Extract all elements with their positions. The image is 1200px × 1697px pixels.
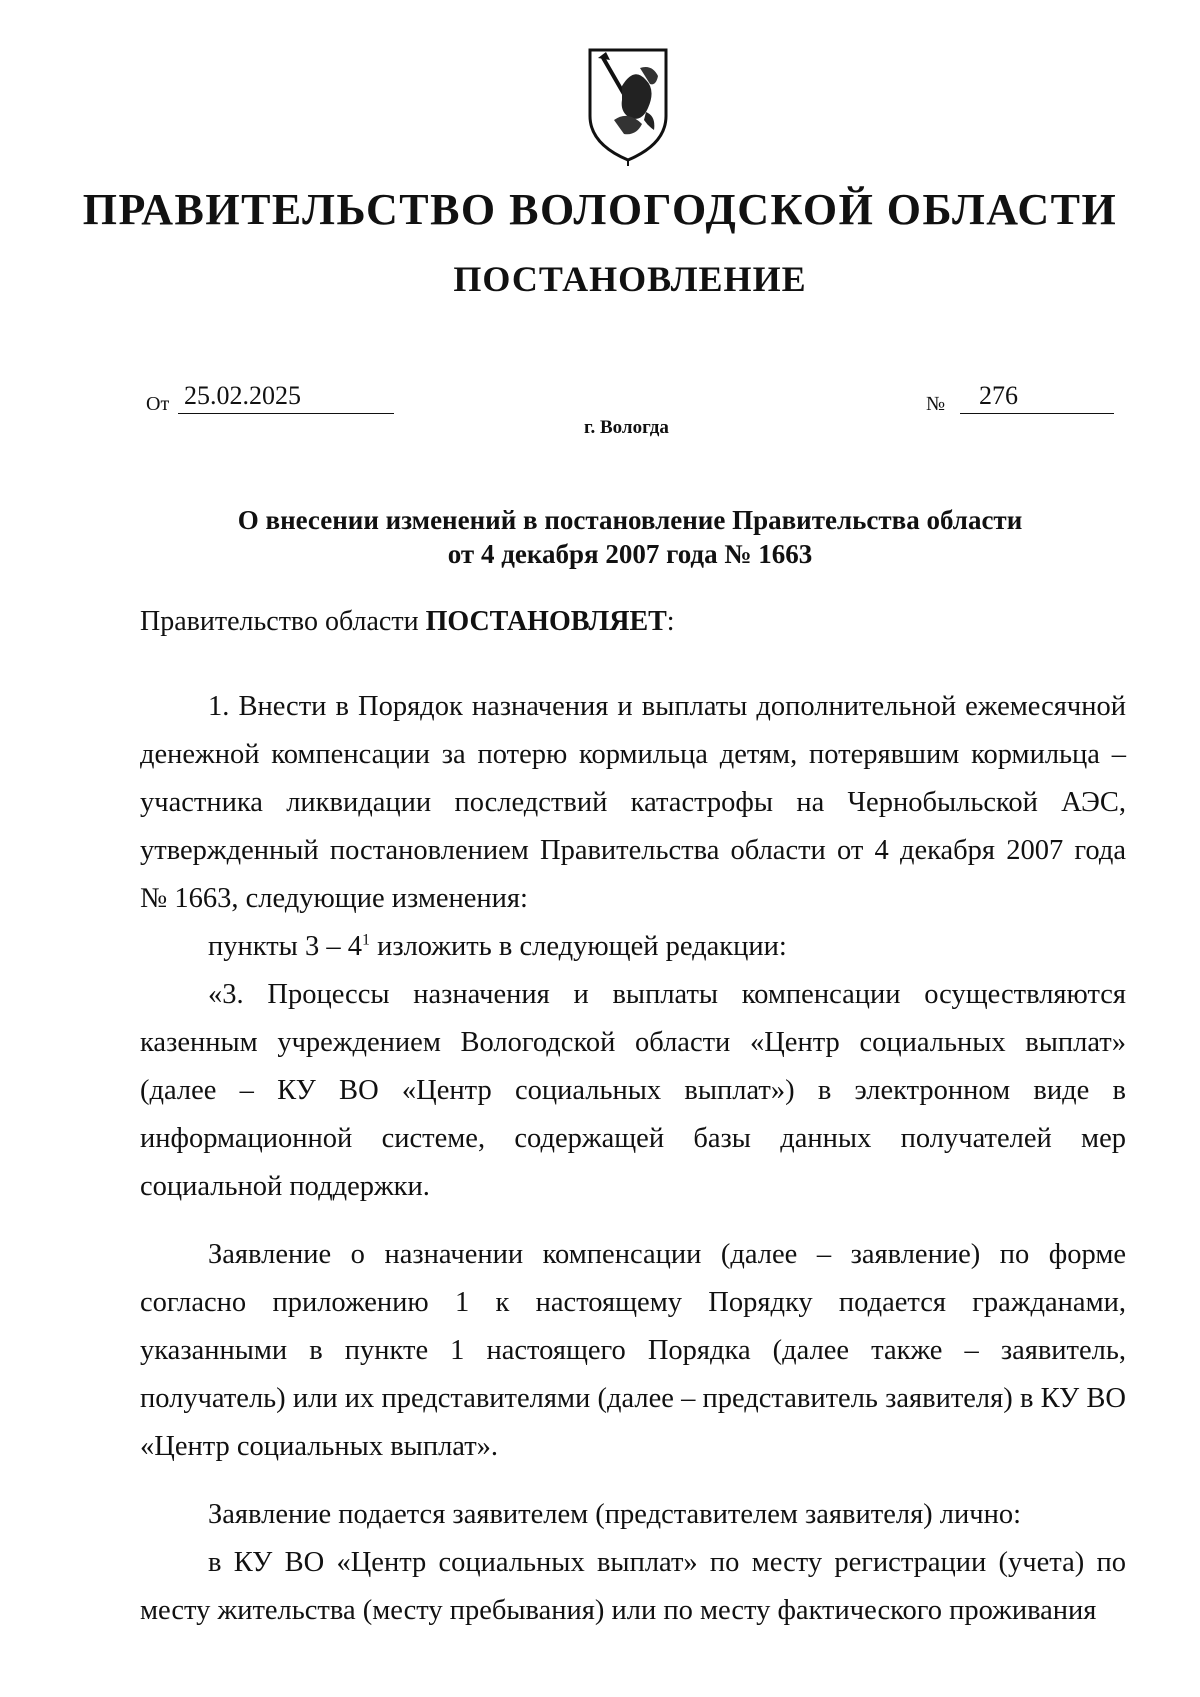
paragraph-2-start: пункты 3 – 4 bbox=[208, 931, 362, 962]
date-underline bbox=[178, 413, 394, 414]
document-body bbox=[140, 683, 1126, 1635]
decree-colon: : bbox=[666, 606, 675, 637]
document-type: ПОСТАНОВЛЕНИЕ bbox=[453, 259, 807, 299]
paragraph-2 bbox=[140, 923, 1126, 971]
document-number: 276 bbox=[979, 381, 1018, 410]
decree-line bbox=[140, 606, 675, 638]
paragraph-2-superscript: 1 bbox=[361, 931, 370, 949]
number-prefix: № bbox=[926, 393, 946, 415]
number-underline bbox=[960, 413, 1114, 414]
city: г. Вологда bbox=[584, 417, 669, 438]
vologda-coat-of-arms-icon bbox=[584, 46, 672, 166]
paragraph-4: Заявление о назначении компенсации (далее – заявление) по форме согласно приложению 1 к настоящему Порядку подается гражданами, указанными в пункте 1 настоящего Порядка (далее также – заявитель, получатель) или их представителями (далее – представитель заявителя) в КУ ВО «Центр социальных выплат». bbox=[140, 1239, 1126, 1462]
date-prefix: От bbox=[146, 393, 170, 415]
decree-intro: Правительство области bbox=[140, 606, 426, 637]
decree-verb: ПОСТАНОВЛЯЕТ bbox=[425, 606, 667, 637]
subject-line-1: О внесении изменений в постановление Правительства области bbox=[237, 505, 1023, 535]
document-date: 25.02.2025 bbox=[184, 381, 301, 410]
subject-line-2: от 4 декабря 2007 года № 1663 bbox=[447, 539, 813, 569]
paragraph-3: «3. Процессы назначения и выплаты компенсации осуществляются казенным учреждением Вологодской области «Центр социальных выплат» (далее – КУ ВО «Центр социальных выплат») в электронном виде в информационной системе, содержащей базы данных получателей мер социальной поддержки. bbox=[140, 979, 1126, 1202]
document-subject bbox=[0, 503, 1200, 571]
paragraph-5: Заявление подается заявителем (представителем заявителя) лично: bbox=[208, 1499, 1022, 1530]
paragraph-2-end: изложить в следующей редакции: bbox=[369, 931, 787, 962]
organization-title: ПРАВИТЕЛЬСТВО ВОЛОГОДСКОЙ ОБЛАСТИ bbox=[82, 185, 1118, 234]
paragraph-1: 1. Внести в Порядок назначения и выплаты дополнительной ежемесячной денежной компенсации за потерю кормильца детям, потерявшим кормильца – участника ликвидации последствий катастрофы на Чернобыльской АЭС, утвержденный постановлением Правительства области от 4 декабря 2007 года № 1663, следующие изменения: bbox=[140, 691, 1126, 914]
paragraph-6: в КУ ВО «Центр социальных выплат» по месту регистрации (учета) по месту жительства (месту пребывания) или по месту фактического проживания bbox=[140, 1547, 1126, 1626]
